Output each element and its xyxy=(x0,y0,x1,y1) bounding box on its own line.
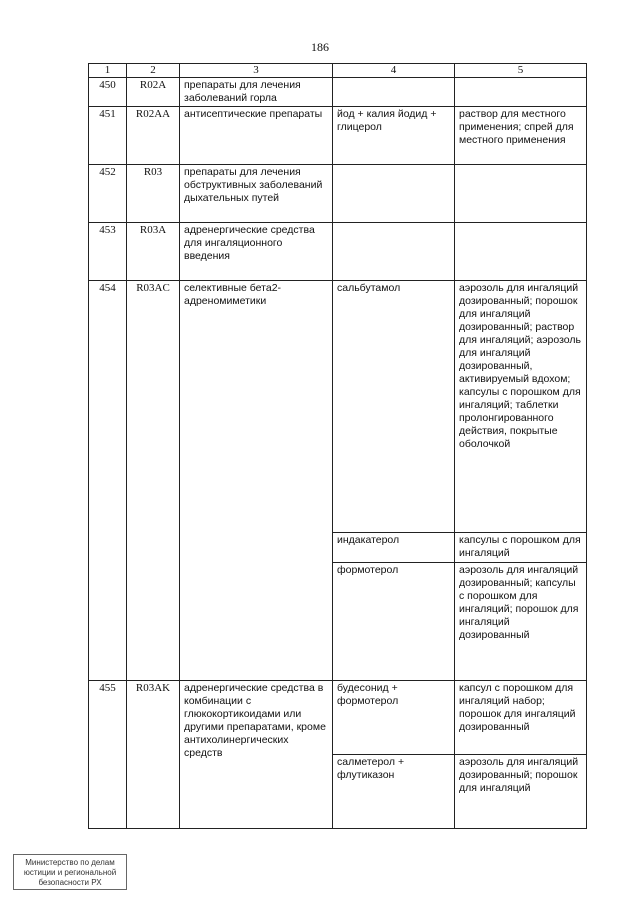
table-row xyxy=(89,223,587,281)
dosage-form: аэрозоль для ингаляций дозированный; капсулы с порошком для ингаляций; порошок для ингаляций дозированный xyxy=(455,563,587,681)
header-row xyxy=(89,64,587,78)
stamp-line: безопасности РХ xyxy=(38,878,102,887)
table-row xyxy=(89,165,587,223)
atc-code: R03AK xyxy=(127,681,180,829)
dosage-form xyxy=(455,78,587,107)
group-description: адренергические средства в комбинации с глюкокортикоидами или другими препаратами, кроме антихолинергических средств xyxy=(180,681,333,829)
atc-code: R02AA xyxy=(127,107,180,165)
page-number: 186 xyxy=(311,40,329,54)
atc-code: R02A xyxy=(127,78,180,107)
atc-code: R03A xyxy=(127,223,180,281)
drug-name: формотерол xyxy=(333,563,455,681)
drug-name: йод + калия йодид + глицерол xyxy=(333,107,455,165)
registration-stamp xyxy=(13,854,127,890)
row-number: 453 xyxy=(89,223,127,281)
header-cell: 1 xyxy=(89,64,127,78)
drug-name xyxy=(333,78,455,107)
drug-name: сальбутамол xyxy=(333,281,455,533)
table-row xyxy=(89,681,587,755)
row-number: 455 xyxy=(89,681,127,829)
atc-code: R03 xyxy=(127,165,180,223)
stamp-line: юстиции и региональной xyxy=(23,868,117,877)
drug-name xyxy=(333,165,455,223)
table-row xyxy=(89,78,587,107)
header-cell: 4 xyxy=(333,64,455,78)
dosage-form: капсул с порошком для ингаляций набор; порошок для ингаляций дозированный xyxy=(455,681,587,755)
header-cell: 5 xyxy=(455,64,587,78)
group-description: препараты для лечения заболеваний горла xyxy=(180,78,333,107)
header-cell: 2 xyxy=(127,64,180,78)
dosage-form: аэрозоль для ингаляций дозированный; порошок для ингаляций xyxy=(455,755,587,829)
table-row xyxy=(89,281,587,533)
stamp-line: Министерство по делам xyxy=(25,858,115,867)
row-number: 452 xyxy=(89,165,127,223)
drug-name: будесонид + формотерол xyxy=(333,681,455,755)
group-description: препараты для лечения обструктивных заболеваний дыхательных путей xyxy=(180,165,333,223)
group-description: антисептические препараты xyxy=(180,107,333,165)
atc-code: R03AC xyxy=(127,281,180,681)
dosage-form xyxy=(455,165,587,223)
group-description: селективные бета2-адреномиметики xyxy=(180,281,333,681)
drug-table xyxy=(88,63,587,829)
drug-name: индакатерол xyxy=(333,533,455,563)
row-number: 451 xyxy=(89,107,127,165)
dosage-form xyxy=(455,223,587,281)
row-number: 454 xyxy=(89,281,127,681)
table-row xyxy=(89,107,587,165)
dosage-form: капсулы с порошком для ингаляций xyxy=(455,533,587,563)
row-number: 450 xyxy=(89,78,127,107)
drug-name: салметерол + флутиказон xyxy=(333,755,455,829)
dosage-form: раствор для местного применения; спрей для местного применения xyxy=(455,107,587,165)
drug-name xyxy=(333,223,455,281)
group-description: адренергические средства для ингаляционного введения xyxy=(180,223,333,281)
dosage-form: аэрозоль для ингаляций дозированный; порошок для ингаляций дозированный; раствор для ингаляций; аэрозоль для ингаляций дозированный, активируемый вдохом; капсулы с порошком для ингаляций; таблетки пролонгированного действия, покрытые оболочкой xyxy=(455,281,587,533)
header-cell: 3 xyxy=(180,64,333,78)
